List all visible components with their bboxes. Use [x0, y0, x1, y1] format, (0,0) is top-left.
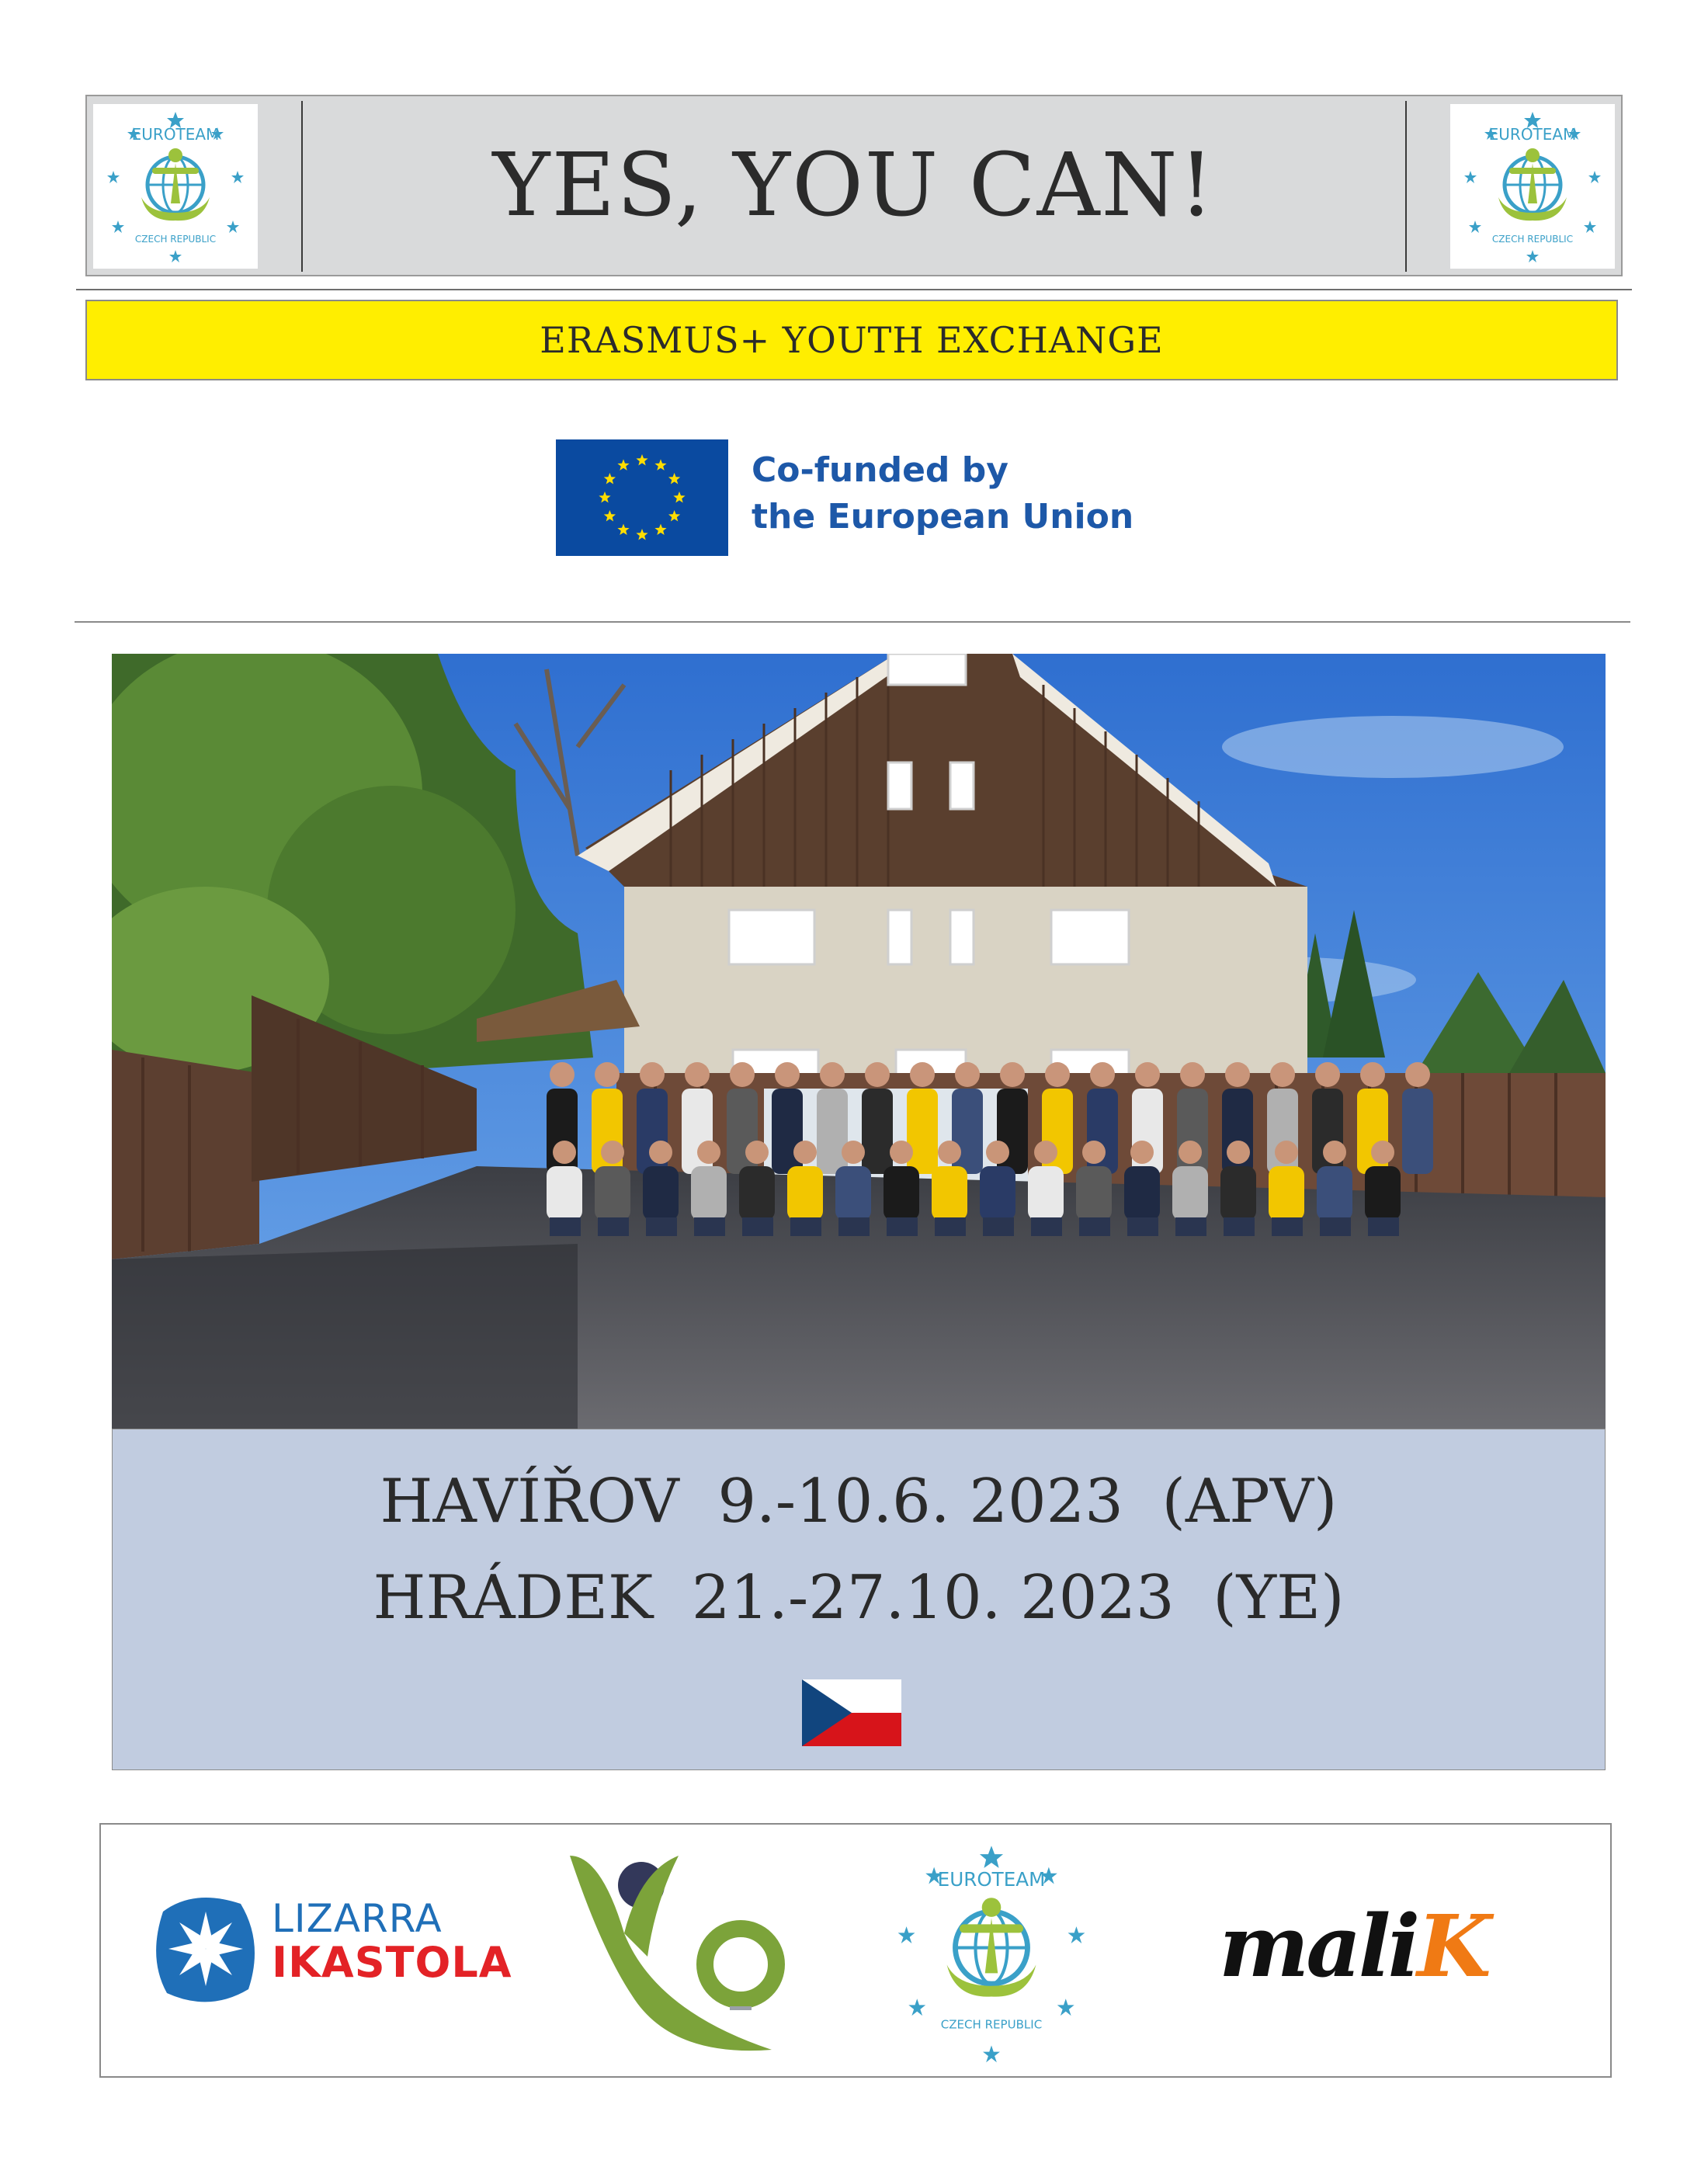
header-banner — [85, 95, 1623, 276]
czech-flag-icon — [802, 1679, 901, 1746]
euroteam-logo-right — [1450, 104, 1615, 269]
lizarra-ikastola-logo — [148, 1888, 512, 2013]
euroteam-logo-icon — [1450, 104, 1615, 269]
svg-text:EUROTEAM: EUROTEAM — [1488, 125, 1577, 144]
svg-text:CZECH REPUBLIC: CZECH REPUBLIC — [134, 234, 217, 245]
malik-wordmark — [1219, 1896, 1488, 1997]
svg-text:EUROTEAM: EUROTEAM — [131, 125, 220, 144]
eu-flag-icon — [556, 439, 728, 556]
event-line-hradek: HRÁDEK 21.-27.10. 2023 (YE) — [373, 1563, 1345, 1633]
event-info-panel — [112, 1429, 1606, 1770]
divider-line — [75, 621, 1630, 623]
malik-text-main: mali — [1219, 1896, 1418, 1996]
svg-text:CZECH REPUBLIC: CZECH REPUBLIC — [940, 2017, 1043, 2032]
page-title: YES, YOU CAN! — [492, 135, 1216, 236]
svg-text:EUROTEAM: EUROTEAM — [937, 1868, 1046, 1891]
cofunded-label — [752, 447, 1186, 540]
header-divider-left — [301, 101, 303, 272]
malik-logo — [1219, 1896, 1592, 2013]
ikastola-text: IKASTOLA — [272, 1938, 512, 1987]
euroteam-logo-icon — [93, 104, 258, 269]
partner-logos — [99, 1823, 1612, 2078]
cofunded-line-1: Co-funded by — [752, 450, 1008, 490]
header-divider-right — [1405, 101, 1407, 272]
program-banner: ERASMUS+ YOUTH EXCHANGE — [85, 300, 1618, 380]
cofunded-line-2: the European Union — [752, 497, 1134, 537]
svg-text:CZECH REPUBLIC: CZECH REPUBLIC — [1491, 234, 1574, 245]
lizarra-text: LIZARRA — [272, 1896, 443, 1941]
lizarra-star-icon — [148, 1888, 264, 2013]
group-photo — [112, 654, 1606, 1429]
event-line-havirov: HAVÍŘOV 9.-10.6. 2023 (APV) — [380, 1467, 1338, 1537]
divider-line — [76, 289, 1632, 290]
yo-logo — [570, 1840, 803, 2065]
malik-text-accent: K — [1417, 1896, 1488, 1996]
euroteam-logo-partner — [879, 1837, 1104, 2067]
euroteam-logo-left — [93, 104, 258, 269]
